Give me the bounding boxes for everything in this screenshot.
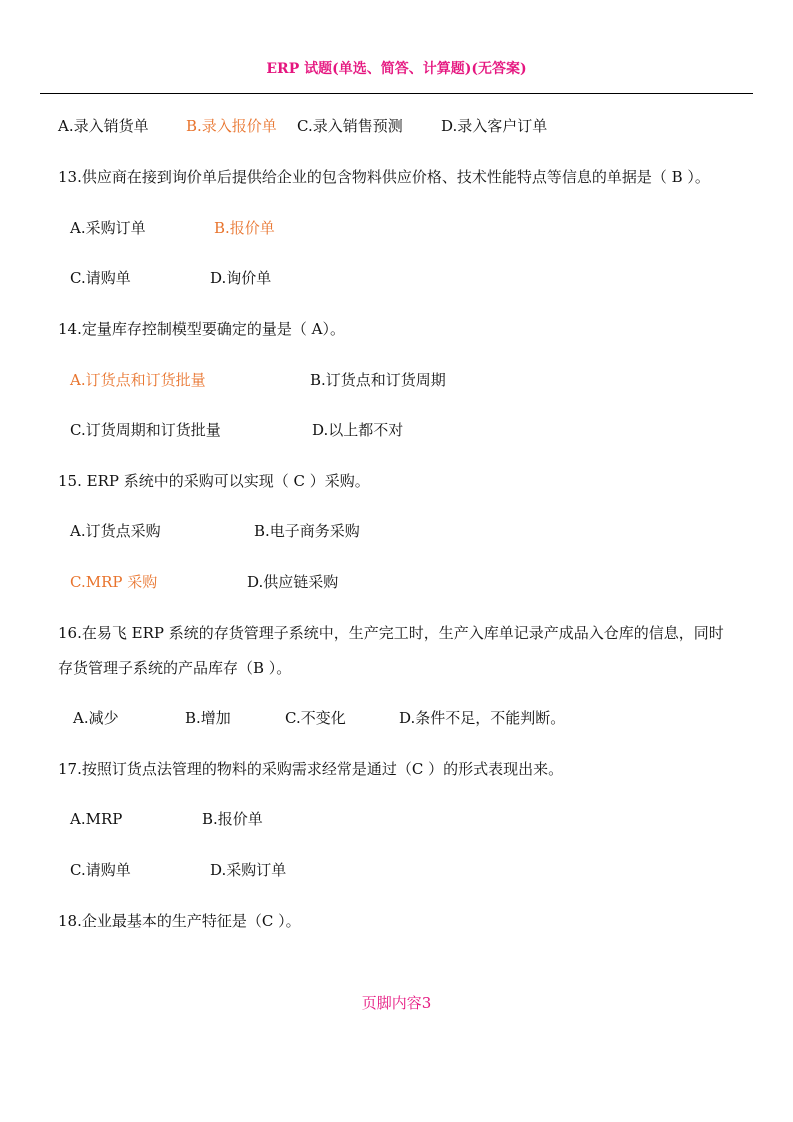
q13-option-c: C.请购单 xyxy=(70,269,131,287)
q15-option-a: A.订货点采购 xyxy=(70,522,161,540)
q17-question: 17.按照订货点法管理的物料的采购需求经常是通过（C ）的形式表现出来。 xyxy=(58,760,564,778)
q15-option-d: D.供应链采购 xyxy=(247,573,339,591)
q13-option-a: A.采购订单 xyxy=(70,219,146,237)
q18-question: 18.企业最基本的生产特征是（C ）。 xyxy=(58,912,301,930)
page-header-title: ERP 试题(单选、简答、计算题)(无答案) xyxy=(266,61,527,77)
q14-option-a: A.订货点和订货批量 xyxy=(70,371,206,389)
q16-question-line2: 存货管理子系统的产品库存（B ）。 xyxy=(58,659,292,677)
q14-option-c: C.订货周期和订货批量 xyxy=(70,421,221,439)
q17-option-a: A.MRP xyxy=(70,810,123,828)
q16-option-c: C.不变化 xyxy=(285,709,346,727)
q13-option-b: B.报价单 xyxy=(214,219,275,237)
q16-option-b: B.增加 xyxy=(185,709,231,727)
q17-option-d: D.采购订单 xyxy=(210,861,287,879)
header-divider xyxy=(40,93,753,94)
q16-question-line1: 16.在易飞 ERP 系统的存货管理子系统中，生产完工时，生产入库单记录产成品入仓库的信息，同时 xyxy=(58,624,724,642)
q15-question: 15. ERP 系统中的采购可以实现（ C ）采购。 xyxy=(58,472,370,490)
q14-option-b: B.订货点和订货周期 xyxy=(310,371,446,389)
q12-option-d: D.录入客户订单 xyxy=(441,117,548,135)
q15-option-c: C.MRP 采购 xyxy=(70,573,158,591)
page-footer: 页脚内容3 xyxy=(361,994,432,1012)
q15-option-b: B.电子商务采购 xyxy=(254,522,360,540)
q17-option-b: B.报价单 xyxy=(202,810,263,828)
q17-option-c: C.请购单 xyxy=(70,861,131,879)
q16-option-d: D.条件不足，不能判断。 xyxy=(399,709,566,727)
q14-question: 14.定量库存控制模型要确定的量是（ A）。 xyxy=(58,320,345,338)
q12-option-b: B.录入报价单 xyxy=(186,117,277,135)
q12-option-a: A.录入销货单 xyxy=(58,117,149,135)
q13-question: 13.供应商在接到询价单后提供给企业的包含物料供应价格、技术性能特点等信息的单据是（ B ）。 xyxy=(58,168,710,186)
q14-option-d: D.以上都不对 xyxy=(312,421,404,439)
q12-option-c: C.录入销售预测 xyxy=(297,117,403,135)
q16-option-a: A.减少 xyxy=(73,709,119,727)
q13-option-d: D.询价单 xyxy=(210,269,272,287)
